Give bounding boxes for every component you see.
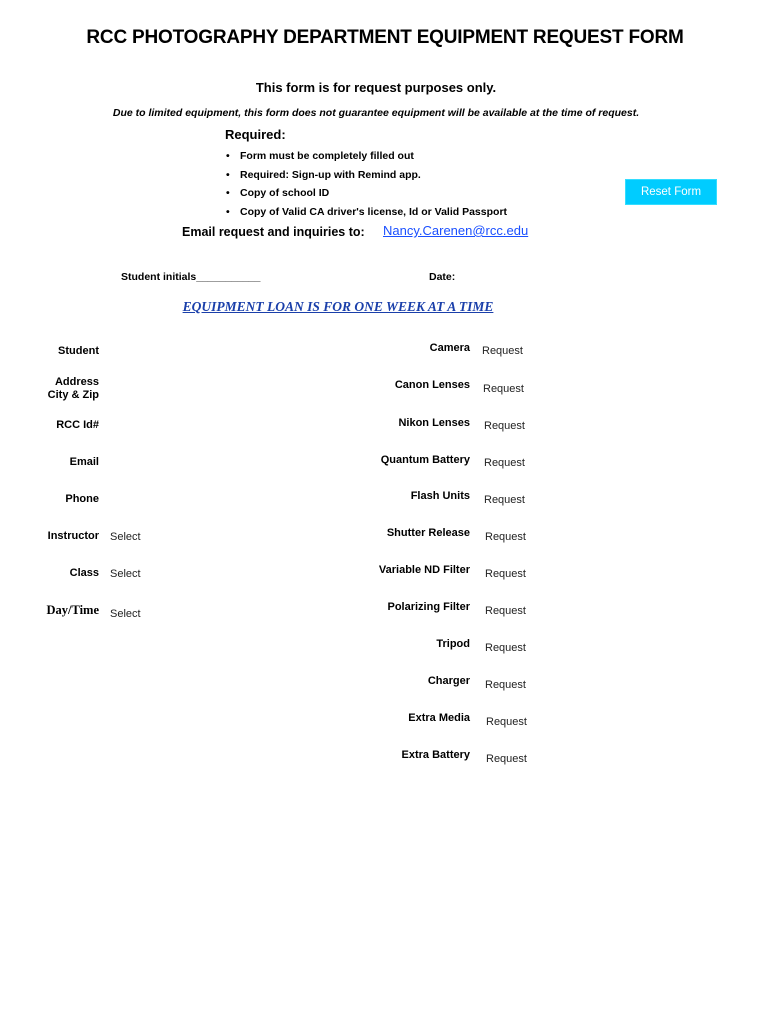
request-select-flash-units[interactable]: Request <box>484 494 525 506</box>
instructor-select[interactable]: Select <box>110 531 141 543</box>
equipment-label-flash-units: Flash Units <box>410 490 470 502</box>
requirement-text: Copy of Valid CA driver's license, Id or Valid Passport <box>240 205 508 218</box>
request-select-variable-nd-filter[interactable]: Request <box>485 568 526 580</box>
bullet-icon: • <box>226 187 230 199</box>
equipment-label-extra-battery: Extra Battery <box>401 749 470 761</box>
loan-notice: EQUIPMENT LOAN IS FOR ONE WEEK AT A TIME <box>182 299 494 314</box>
requirement-item <box>226 166 507 185</box>
equipment-label-polarizing-filter: Polarizing Filter <box>387 601 470 613</box>
request-select-tripod[interactable]: Request <box>485 642 526 654</box>
day-time-select[interactable]: Select <box>110 608 141 620</box>
address-label-line1: Address <box>54 376 99 388</box>
day-time-label: Day/Time <box>46 603 99 617</box>
form-title: RCC PHOTOGRAPHY DEPARTMENT EQUIPMENT REQUEST FORM <box>86 27 684 48</box>
bullet-icon: • <box>226 150 230 162</box>
equipment-label-camera: Camera <box>429 342 470 354</box>
class-label: Class <box>69 567 99 579</box>
disclaimer-text: Due to limited equipment, this form does not guarantee equipment will be available at the time of request. <box>112 107 640 119</box>
equipment-label-canon-lenses: Canon Lenses <box>394 379 470 391</box>
request-select-charger[interactable]: Request <box>485 679 526 691</box>
reset-form-button[interactable]: Reset Form <box>625 179 717 205</box>
requirements-list <box>226 147 507 221</box>
instructor-label: Instructor <box>47 530 99 542</box>
equipment-label-extra-media: Extra Media <box>408 712 470 724</box>
required-heading: Required: <box>225 127 286 142</box>
request-select-extra-media[interactable]: Request <box>486 716 527 728</box>
request-select-canon-lenses[interactable]: Request <box>483 383 524 395</box>
request-select-extra-battery[interactable]: Request <box>486 753 527 765</box>
form-subtitle: This form is for request purposes only. <box>255 80 497 95</box>
phone-label: Phone <box>65 493 99 505</box>
equipment-label-quantum-battery: Quantum Battery <box>380 454 470 466</box>
request-select-quantum-battery[interactable]: Request <box>484 457 525 469</box>
request-select-shutter-release[interactable]: Request <box>485 531 526 543</box>
equipment-label-variable-nd-filter: Variable ND Filter <box>378 564 470 576</box>
request-select-camera[interactable]: Request <box>482 345 523 357</box>
student-initials-label: Student initials___________ <box>121 271 261 283</box>
class-select[interactable]: Select <box>110 568 141 580</box>
equipment-label-nikon-lenses: Nikon Lenses <box>398 417 470 429</box>
email-field-label: Email <box>69 456 99 468</box>
request-select-polarizing-filter[interactable]: Request <box>485 605 526 617</box>
rcc-id-label: RCC Id# <box>56 419 99 431</box>
contact-label: Email request and inquiries to: <box>182 225 365 239</box>
student-label: Student <box>58 345 99 357</box>
bullet-icon: • <box>226 205 230 218</box>
requirement-text: Form must be completely filled out <box>240 150 414 162</box>
equipment-label-tripod: Tripod <box>436 638 470 650</box>
request-select-nikon-lenses[interactable]: Request <box>484 420 525 432</box>
requirement-text: Required: Sign-up with Remind app. <box>240 168 421 181</box>
equipment-label-shutter-release: Shutter Release <box>386 527 470 539</box>
equipment-label-charger: Charger <box>427 675 470 687</box>
contact-email-link[interactable]: Nancy.Carenen@rcc.edu <box>383 223 529 238</box>
requirement-item <box>226 147 507 166</box>
date-label: Date: <box>429 271 456 283</box>
address-label-line2: City & Zip <box>47 389 99 401</box>
bullet-icon: • <box>226 168 230 181</box>
requirement-item <box>226 184 507 203</box>
requirement-text: Copy of school ID <box>240 187 330 199</box>
requirement-item <box>226 203 507 222</box>
